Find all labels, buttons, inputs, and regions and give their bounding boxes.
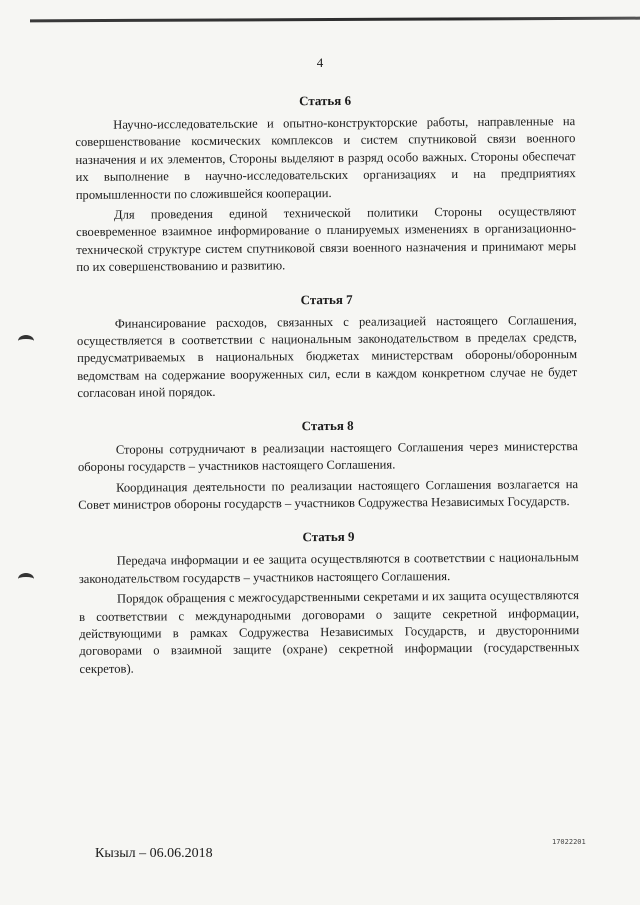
article-9 [78, 527, 579, 678]
article-paragraph: Для проведения единой технической политики Стороны осуществляют своевременное взаимное информирование о планируемых изменениях в организационно-технической структуре систем спутниковой связи военного назначения и принимают меры по их совершенствованию и развитию. [76, 204, 577, 275]
article-paragraph: Научно-исследовательские и опытно-конструкторские работы, направленные на совершенствование космических комплексов и систем спутниковой связи военного назначения и их элементов, Стороны выделяют в разряд особо важных. Стороны обеспечат их выполнение в научно-исследовательских организациях и на предприятиях промышленности по сложившейся кооперации. [75, 114, 576, 202]
article-heading: Статья 7 [300, 291, 353, 307]
article-paragraph: Координация деятельности по реализации настоящего Соглашения возлагается на Совет министров обороны государств – участников Содружества Независимых Государств. [78, 476, 579, 512]
page-number: 4 [316, 55, 324, 70]
article-8 [78, 416, 579, 515]
article-paragraph: Стороны сотрудничают в реализации настоящего Соглашения через министерства обороны государств – участников настоящего Соглашения. [77, 438, 578, 475]
footer-signature: Кызыл – 06.06.2018 [95, 846, 213, 861]
article-6 [75, 91, 576, 277]
document-body [75, 91, 580, 681]
article-heading: Статья 6 [299, 92, 352, 109]
article-heading: Статья 9 [302, 529, 355, 545]
article-7 [77, 290, 578, 403]
document-code: 17022201 [552, 838, 586, 846]
article-paragraph: Финансирование расходов, связанных с реализацией настоящего Соглашения, осуществляется в соответствии с национальным законодательством в пределах средств, предусматриваемых в национальных бюджетах министерствам обороны/оборонным ведомствам на содержание вооруженных сил, если в каждом конкретном случае не будет согласован иной порядок. [76, 312, 578, 401]
scan-edge-line [30, 17, 640, 23]
article-heading: Статья 8 [301, 417, 354, 433]
punch-hole-mark [18, 573, 34, 585]
article-paragraph: Порядок обращения с межгосударственными секретами и их защита осуществляются в соответствии с международными договорами о защите секретной информации, действующими в рамках Содружества Независимых Государств, и двусторонними договорами о взаимной защите (охране) секретной информации (государственных секретов). [79, 588, 580, 676]
punch-hole-mark [18, 335, 34, 347]
article-paragraph: Передача информации и ее защита осуществляются в соответствии с национальным законодательством государств – участников настоящего Соглашения. [78, 550, 579, 586]
